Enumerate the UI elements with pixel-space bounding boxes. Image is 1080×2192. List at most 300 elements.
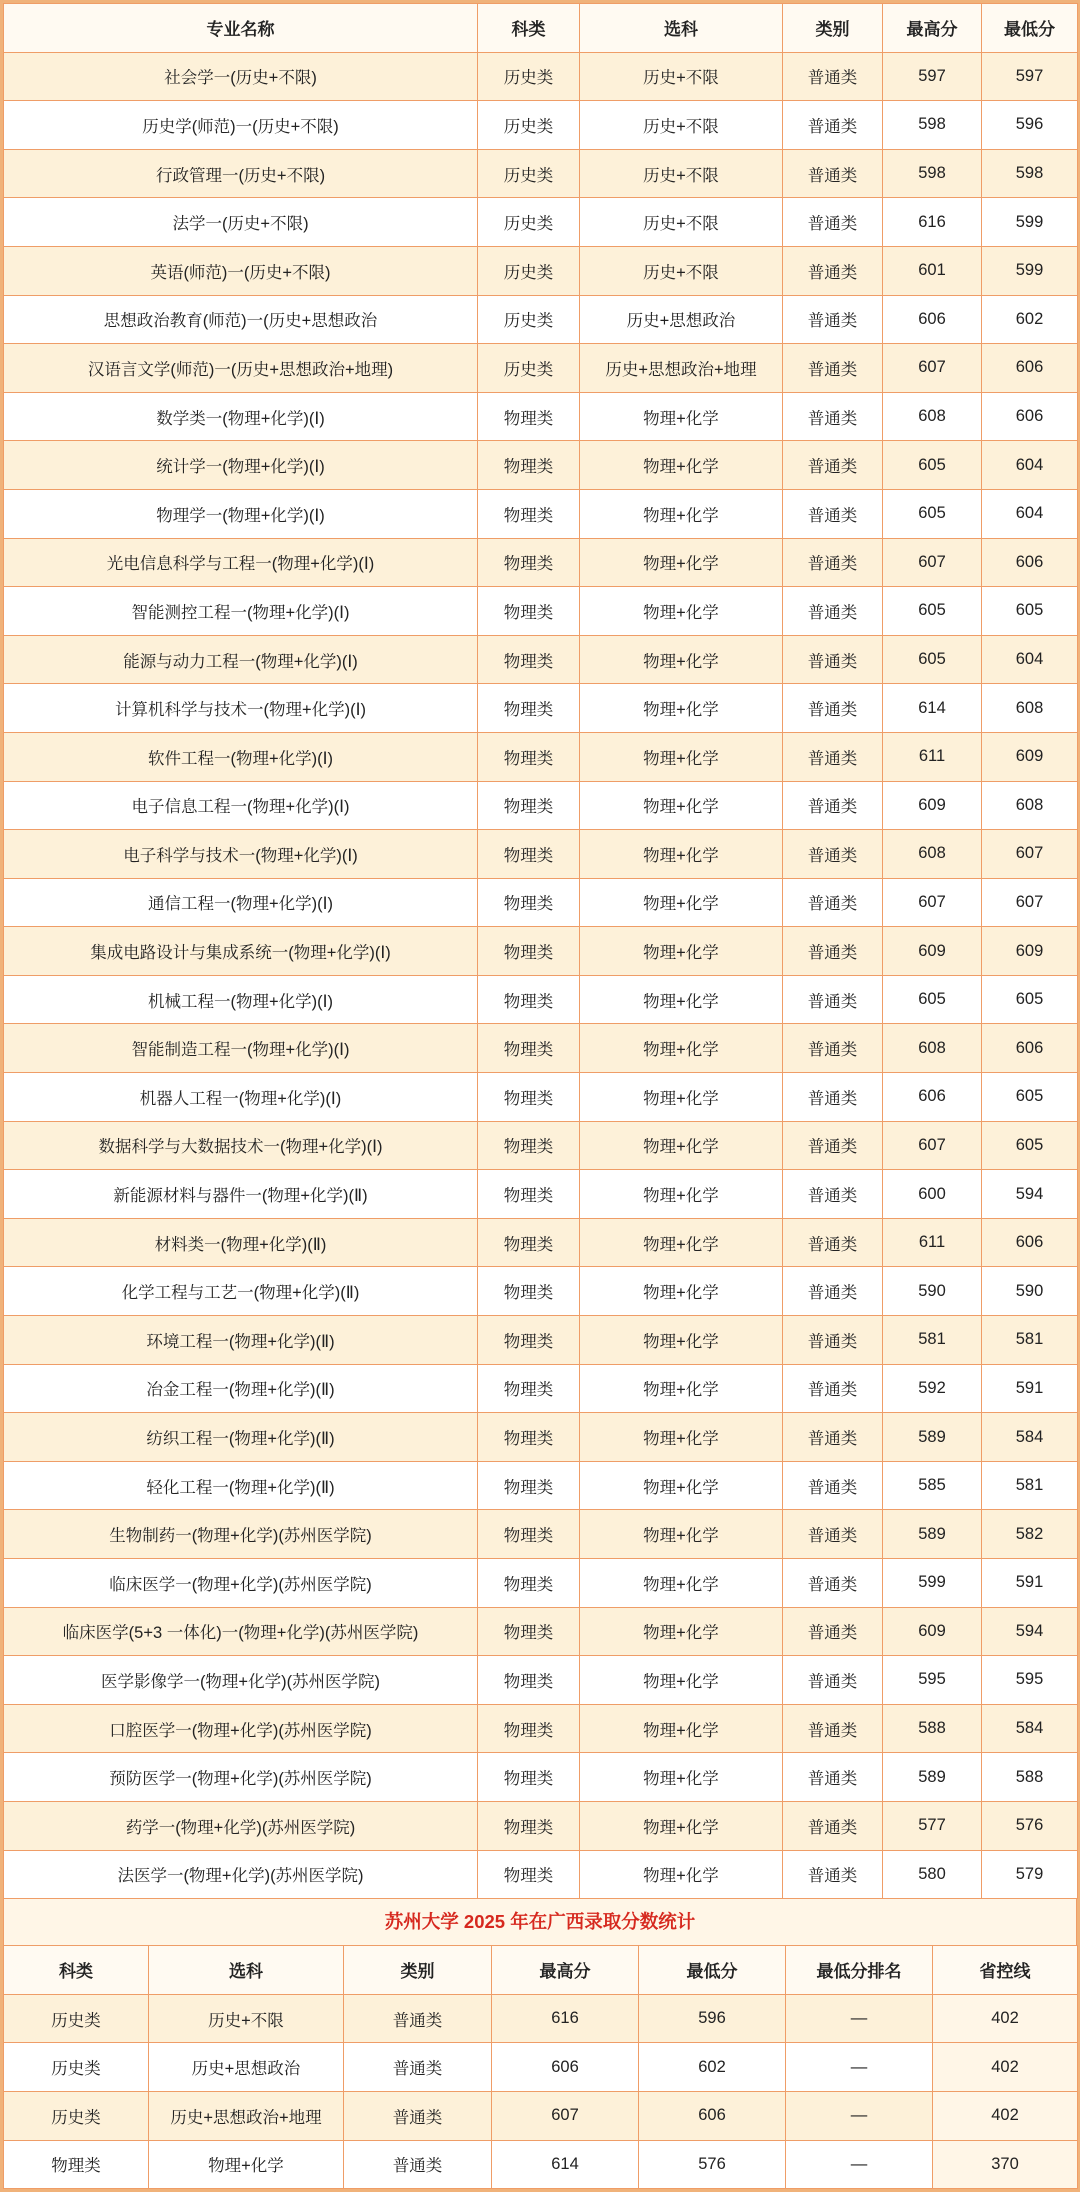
table-cell: 609 (883, 927, 982, 976)
table-cell: 590 (982, 1267, 1078, 1316)
table-cell: 物理类 (478, 927, 580, 976)
table-cell: 历史+不限 (580, 198, 783, 247)
table-cell: 物理类 (478, 538, 580, 587)
table-cell: — (786, 2140, 933, 2189)
table-cell: 608 (883, 392, 982, 441)
table-cell: 580 (883, 1850, 982, 1899)
table-cell: 596 (982, 101, 1078, 150)
table-cell: 物理+化学 (580, 1170, 783, 1219)
table-cell: 医学影像学一(物理+化学)(苏州医学院) (4, 1656, 478, 1705)
table-cell: 606 (883, 295, 982, 344)
table-cell: 普通类 (783, 344, 883, 393)
table-cell: 物理+化学 (580, 1364, 783, 1413)
table-cell: 普通类 (783, 878, 883, 927)
table-cell: 普通类 (783, 927, 883, 976)
table-cell: 普通类 (783, 392, 883, 441)
table-cell: 智能测控工程一(物理+化学)(Ⅰ) (4, 587, 478, 636)
table-cell: 普通类 (783, 1704, 883, 1753)
table-row (4, 538, 1078, 587)
table-row (4, 198, 1078, 247)
table-cell: 370 (933, 2140, 1078, 2189)
table-row (4, 489, 1078, 538)
table-cell: 582 (982, 1510, 1078, 1559)
column-header: 最高分 (883, 4, 982, 53)
table-row (4, 1413, 1078, 1462)
table-cell: 576 (982, 1801, 1078, 1850)
table-cell: 物理+化学 (580, 538, 783, 587)
table-cell: 402 (933, 1994, 1078, 2043)
table-header-row (4, 4, 1078, 53)
table-cell: 物理类 (478, 1267, 580, 1316)
table-cell: 电子科学与技术一(物理+化学)(Ⅰ) (4, 830, 478, 879)
table-cell: 595 (982, 1656, 1078, 1705)
table-cell: 物理类 (478, 1559, 580, 1608)
table-cell: 英语(师范)一(历史+不限) (4, 246, 478, 295)
table-row (4, 732, 1078, 781)
table-cell: 606 (982, 392, 1078, 441)
table-cell: 机械工程一(物理+化学)(Ⅰ) (4, 975, 478, 1024)
table-cell: 614 (883, 684, 982, 733)
table-cell: 物理类 (478, 1121, 580, 1170)
column-header: 选科 (149, 1946, 344, 1995)
table-cell: 历史类 (4, 2091, 149, 2140)
table-cell: 物理+化学 (580, 927, 783, 976)
table-cell: 物理类 (478, 732, 580, 781)
table-cell: — (786, 2043, 933, 2092)
table-cell: 行政管理一(历史+不限) (4, 149, 478, 198)
table-row (4, 1994, 1078, 2043)
table-cell: 物理+化学 (580, 1801, 783, 1850)
table-cell: 物理类 (478, 684, 580, 733)
table-row (4, 344, 1078, 393)
table-cell: 普通类 (783, 198, 883, 247)
table-cell: 普通类 (783, 1656, 883, 1705)
table-cell: 思想政治教育(师范)一(历史+思想政治 (4, 295, 478, 344)
table-cell: 普通类 (783, 1024, 883, 1073)
table-cell: 历史+思想政治+地理 (149, 2091, 344, 2140)
major-scores-table (3, 3, 1078, 1899)
table-cell: 历史类 (478, 149, 580, 198)
table-row (4, 1510, 1078, 1559)
table-cell: 法医学一(物理+化学)(苏州医学院) (4, 1850, 478, 1899)
table-cell: 598 (883, 149, 982, 198)
table-cell: 历史+不限 (580, 246, 783, 295)
table-cell: 法学一(历史+不限) (4, 198, 478, 247)
column-header: 最低分 (982, 4, 1078, 53)
table-row (4, 1218, 1078, 1267)
table-cell: 历史+不限 (149, 1994, 344, 2043)
table-cell: 普通类 (344, 2043, 492, 2092)
column-header: 类别 (344, 1946, 492, 1995)
table-cell: 环境工程一(物理+化学)(Ⅱ) (4, 1316, 478, 1365)
table-row (4, 878, 1078, 927)
table-cell: 普通类 (783, 246, 883, 295)
table-cell: 集成电路设计与集成系统一(物理+化学)(Ⅰ) (4, 927, 478, 976)
column-header: 类别 (783, 4, 883, 53)
table-cell: 物理类 (478, 587, 580, 636)
table-cell: 605 (883, 975, 982, 1024)
table-cell: 591 (982, 1559, 1078, 1608)
table-cell: 607 (883, 878, 982, 927)
table-row (4, 587, 1078, 636)
table-cell: 402 (933, 2043, 1078, 2092)
table-cell: 609 (982, 732, 1078, 781)
table-row (4, 975, 1078, 1024)
table-row (4, 392, 1078, 441)
table-cell: 物理类 (478, 1218, 580, 1267)
table-cell: 606 (883, 1073, 982, 1122)
table-cell: 607 (982, 878, 1078, 927)
table-cell: 数学类一(物理+化学)(Ⅰ) (4, 392, 478, 441)
table-cell: 机器人工程一(物理+化学)(Ⅰ) (4, 1073, 478, 1122)
table-cell: 历史+思想政治 (580, 295, 783, 344)
table-row (4, 1559, 1078, 1608)
table-cell: 历史+不限 (580, 149, 783, 198)
table-cell: 普通类 (783, 684, 883, 733)
table-cell: 606 (982, 1024, 1078, 1073)
table-cell: 普通类 (783, 1267, 883, 1316)
table-cell: 596 (639, 1994, 786, 2043)
table-cell: 605 (883, 635, 982, 684)
table-row (4, 1850, 1078, 1899)
column-header: 最低分 (639, 1946, 786, 1995)
table-cell: 606 (982, 1218, 1078, 1267)
table-cell: 物理类 (478, 830, 580, 879)
table-cell: 普通类 (783, 1316, 883, 1365)
table-cell: 584 (982, 1704, 1078, 1753)
table-cell: 历史类 (478, 295, 580, 344)
table-cell: 轻化工程一(物理+化学)(Ⅱ) (4, 1461, 478, 1510)
table-row (4, 635, 1078, 684)
table-cell: 577 (883, 1801, 982, 1850)
table-cell: 普通类 (783, 441, 883, 490)
table-cell: 物理类 (478, 1510, 580, 1559)
table-cell: 物理+化学 (580, 1121, 783, 1170)
table-header-row (4, 1946, 1078, 1995)
table-cell: 605 (982, 1073, 1078, 1122)
table-cell: 598 (883, 101, 982, 150)
table-cell: 数据科学与大数据技术一(物理+化学)(Ⅰ) (4, 1121, 478, 1170)
table-row (4, 246, 1078, 295)
table-cell: 物理类 (478, 1656, 580, 1705)
table-row (4, 1607, 1078, 1656)
table-cell: 597 (883, 52, 982, 101)
table-cell: 历史学(师范)一(历史+不限) (4, 101, 478, 150)
table-cell: 普通类 (783, 489, 883, 538)
table-row (4, 1170, 1078, 1219)
table-row (4, 1801, 1078, 1850)
table-row (4, 927, 1078, 976)
table-cell: 物理+化学 (580, 1704, 783, 1753)
table-cell: 历史类 (478, 198, 580, 247)
table-row (4, 1753, 1078, 1802)
table-cell: 生物制药一(物理+化学)(苏州医学院) (4, 1510, 478, 1559)
table-cell: 物理+化学 (580, 732, 783, 781)
table-cell: 普通类 (783, 975, 883, 1024)
table-cell: 统计学一(物理+化学)(Ⅰ) (4, 441, 478, 490)
table-cell: 606 (492, 2043, 639, 2092)
table-cell: 物理类 (478, 392, 580, 441)
table-cell: 物理类 (478, 1704, 580, 1753)
table-cell: 物理+化学 (580, 1316, 783, 1365)
table-cell: 普通类 (783, 1218, 883, 1267)
table-cell: 普通类 (783, 635, 883, 684)
table-cell: 606 (982, 344, 1078, 393)
table-cell: 591 (982, 1364, 1078, 1413)
table-cell: 616 (492, 1994, 639, 2043)
table-cell: 普通类 (783, 1461, 883, 1510)
table-cell: 595 (883, 1656, 982, 1705)
table-cell: 普通类 (783, 1121, 883, 1170)
table-row (4, 1316, 1078, 1365)
table-cell: 589 (883, 1753, 982, 1802)
table-cell: 614 (492, 2140, 639, 2189)
table-cell: 历史类 (478, 52, 580, 101)
table-cell: 物理类 (478, 975, 580, 1024)
table-cell: 616 (883, 198, 982, 247)
table-cell: 物理+化学 (580, 1461, 783, 1510)
table-cell: 607 (883, 1121, 982, 1170)
table-cell: 604 (982, 489, 1078, 538)
table-cell: 普通类 (783, 781, 883, 830)
table-cell: 药学一(物理+化学)(苏州医学院) (4, 1801, 478, 1850)
table-cell: 物理+化学 (580, 830, 783, 879)
table-cell: 579 (982, 1850, 1078, 1899)
table-cell: 物理+化学 (580, 441, 783, 490)
table-cell: 历史类 (478, 344, 580, 393)
table-cell: 物理+化学 (580, 392, 783, 441)
table-cell: 冶金工程一(物理+化学)(Ⅱ) (4, 1364, 478, 1413)
table-cell: 608 (883, 1024, 982, 1073)
table-cell: 604 (982, 635, 1078, 684)
table-cell: 物理+化学 (580, 1607, 783, 1656)
table-cell: 普通类 (783, 538, 883, 587)
table-cell: 普通类 (783, 1607, 883, 1656)
table-cell: 物理+化学 (580, 1510, 783, 1559)
table-cell: 607 (982, 830, 1078, 879)
table-cell: — (786, 2091, 933, 2140)
table-cell: 通信工程一(物理+化学)(Ⅰ) (4, 878, 478, 927)
table-row (4, 441, 1078, 490)
table-cell: 物理+化学 (580, 1218, 783, 1267)
table-cell: 物理+化学 (580, 489, 783, 538)
table-cell: 物理类 (478, 1850, 580, 1899)
table-cell: 物理+化学 (580, 1559, 783, 1608)
table-row (4, 1364, 1078, 1413)
column-header: 科类 (4, 1946, 149, 1995)
table-cell: 608 (883, 830, 982, 879)
table-cell: 605 (883, 587, 982, 636)
table-cell: 609 (883, 1607, 982, 1656)
table-cell: 605 (982, 975, 1078, 1024)
table-cell: 611 (883, 1218, 982, 1267)
table-row (4, 2140, 1078, 2189)
table-cell: 581 (982, 1461, 1078, 1510)
table-cell: 物理类 (478, 1073, 580, 1122)
table-cell: 物理类 (478, 1024, 580, 1073)
table-cell: 化学工程与工艺一(物理+化学)(Ⅱ) (4, 1267, 478, 1316)
table-cell: 社会学一(历史+不限) (4, 52, 478, 101)
table-cell: 594 (982, 1607, 1078, 1656)
table-cell: 物理+化学 (580, 878, 783, 927)
column-header: 最低分排名 (786, 1946, 933, 1995)
table-cell: 普通类 (783, 295, 883, 344)
column-header: 最高分 (492, 1946, 639, 1995)
table-cell: 599 (982, 246, 1078, 295)
table-row (4, 52, 1078, 101)
table-cell: 普通类 (783, 1364, 883, 1413)
table-cell: 598 (982, 149, 1078, 198)
table-cell: 589 (883, 1413, 982, 1462)
table-cell: 物理类 (478, 489, 580, 538)
table-cell: 普通类 (783, 587, 883, 636)
table-cell: 402 (933, 2091, 1078, 2140)
table-cell: 605 (982, 587, 1078, 636)
table-cell: 物理+化学 (580, 1850, 783, 1899)
table-row (4, 1121, 1078, 1170)
table-cell: 589 (883, 1510, 982, 1559)
table-row (4, 1461, 1078, 1510)
table-cell: 普通类 (344, 2140, 492, 2189)
table-cell: 口腔医学一(物理+化学)(苏州医学院) (4, 1704, 478, 1753)
table-cell: 592 (883, 1364, 982, 1413)
table-cell: 物理+化学 (580, 1267, 783, 1316)
table-cell: 新能源材料与器件一(物理+化学)(Ⅱ) (4, 1170, 478, 1219)
table-row (4, 781, 1078, 830)
table-cell: 602 (639, 2043, 786, 2092)
column-header: 专业名称 (4, 4, 478, 53)
table-cell: 物理类 (478, 1607, 580, 1656)
column-header: 省控线 (933, 1946, 1078, 1995)
table-cell: 计算机科学与技术一(物理+化学)(Ⅰ) (4, 684, 478, 733)
table-cell: 普通类 (783, 732, 883, 781)
table-cell: 588 (883, 1704, 982, 1753)
table-cell: 普通类 (344, 2091, 492, 2140)
table-cell: 预防医学一(物理+化学)(苏州医学院) (4, 1753, 478, 1802)
table-cell: 历史类 (4, 2043, 149, 2092)
table-cell: 历史类 (478, 246, 580, 295)
table-row (4, 2043, 1078, 2092)
table-cell: 597 (982, 52, 1078, 101)
table-cell: 电子信息工程一(物理+化学)(Ⅰ) (4, 781, 478, 830)
table-cell: 物理类 (478, 781, 580, 830)
table-cell: 物理类 (478, 1413, 580, 1462)
table-cell: 物理类 (4, 2140, 149, 2189)
table-cell: 普通类 (783, 1413, 883, 1462)
table-row (4, 1656, 1078, 1705)
table-cell: 物理+化学 (580, 1073, 783, 1122)
table-cell: 604 (982, 441, 1078, 490)
table-row (4, 1073, 1078, 1122)
table-cell: 590 (883, 1267, 982, 1316)
table-cell: 599 (883, 1559, 982, 1608)
table-cell: 607 (883, 538, 982, 587)
table-cell: 608 (982, 781, 1078, 830)
table-cell: 606 (982, 538, 1078, 587)
table-cell: 607 (492, 2091, 639, 2140)
table-cell: 普通类 (783, 1559, 883, 1608)
table-cell: 物理类 (478, 1801, 580, 1850)
table-cell: 物理类 (478, 878, 580, 927)
table-cell: 605 (883, 489, 982, 538)
table-cell: 物理+化学 (580, 1753, 783, 1802)
table-cell: 物理+化学 (580, 1024, 783, 1073)
table-row (4, 830, 1078, 879)
column-header: 选科 (580, 4, 783, 53)
table-cell: 普通类 (783, 1510, 883, 1559)
table-cell: 智能制造工程一(物理+化学)(Ⅰ) (4, 1024, 478, 1073)
table-row (4, 1704, 1078, 1753)
table-cell: 609 (883, 781, 982, 830)
table-cell: 605 (982, 1121, 1078, 1170)
table-cell: 物理类 (478, 1364, 580, 1413)
table-cell: 物理类 (478, 1170, 580, 1219)
table-cell: 物理类 (478, 1461, 580, 1510)
table-cell: 临床医学一(物理+化学)(苏州医学院) (4, 1559, 478, 1608)
table-cell: 物理类 (478, 1316, 580, 1365)
table-row (4, 149, 1078, 198)
table-cell: 能源与动力工程一(物理+化学)(Ⅰ) (4, 635, 478, 684)
table-row (4, 1024, 1078, 1073)
table-cell: 605 (883, 441, 982, 490)
table-cell: 611 (883, 732, 982, 781)
table-cell: 物理类 (478, 635, 580, 684)
table-cell: 584 (982, 1413, 1078, 1462)
table-cell: 581 (883, 1316, 982, 1365)
table-cell: 汉语言文学(师范)一(历史+思想政治+地理) (4, 344, 478, 393)
table-cell: 临床医学(5+3 一体化)一(物理+化学)(苏州医学院) (4, 1607, 478, 1656)
table-cell: 普通类 (783, 1170, 883, 1219)
table-cell: 普通类 (783, 1073, 883, 1122)
table-cell: 物理+化学 (580, 587, 783, 636)
table-cell: 纺织工程一(物理+化学)(Ⅱ) (4, 1413, 478, 1462)
table-cell: 600 (883, 1170, 982, 1219)
table-cell: 历史+不限 (580, 101, 783, 150)
table-cell: 物理+化学 (580, 1656, 783, 1705)
table-cell: 光电信息科学与工程一(物理+化学)(Ⅰ) (4, 538, 478, 587)
table-cell: 581 (982, 1316, 1078, 1365)
table-cell: 607 (883, 344, 982, 393)
table-cell: 601 (883, 246, 982, 295)
table-cell: 物理学一(物理+化学)(Ⅰ) (4, 489, 478, 538)
table-cell: 物理类 (478, 1753, 580, 1802)
table-cell: 606 (639, 2091, 786, 2140)
table-cell: 物理+化学 (149, 2140, 344, 2189)
table-cell: 普通类 (344, 1994, 492, 2043)
table-cell: 608 (982, 684, 1078, 733)
table-cell: 585 (883, 1461, 982, 1510)
table-cell: 普通类 (783, 52, 883, 101)
table-cell: 物理+化学 (580, 684, 783, 733)
table-row (4, 684, 1078, 733)
table-cell: 历史+思想政治 (149, 2043, 344, 2092)
table-cell: 普通类 (783, 830, 883, 879)
column-header: 科类 (478, 4, 580, 53)
table-cell: 历史+不限 (580, 52, 783, 101)
table-cell: 历史类 (4, 1994, 149, 2043)
table-cell: 物理+化学 (580, 1413, 783, 1462)
table-row (4, 101, 1078, 150)
table-row (4, 1267, 1078, 1316)
summary-table (3, 1945, 1078, 2189)
summary-title: 苏州大学 2025 年在广西录取分数统计 (3, 1899, 1077, 1945)
table-cell: 普通类 (783, 1850, 883, 1899)
table-cell: 物理类 (478, 441, 580, 490)
table-cell: 历史类 (478, 101, 580, 150)
table-cell: 物理+化学 (580, 635, 783, 684)
table-cell: 普通类 (783, 149, 883, 198)
table-row (4, 2091, 1078, 2140)
